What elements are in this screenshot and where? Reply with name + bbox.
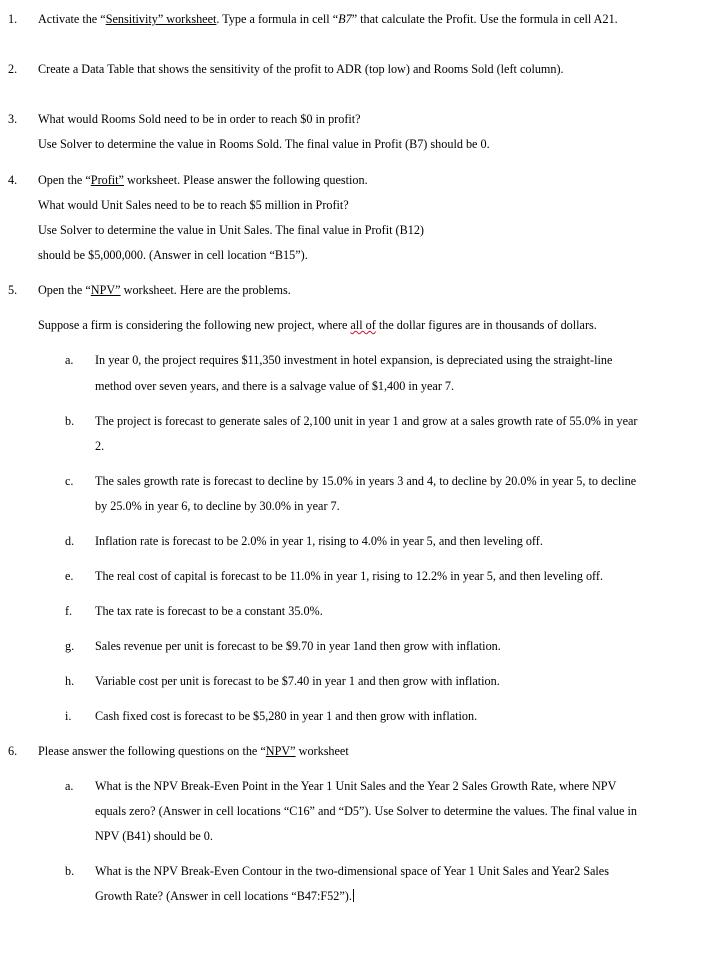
subitem-line: by 25.0% in year 6, to decline by 30.0% in year 7.	[95, 499, 340, 513]
subitem-letter: b.	[65, 864, 75, 878]
subitem-line: The tax rate is forecast to be a constant 35.0%.	[95, 604, 323, 618]
subitem-line: The sales growth rate is forecast to decline by 15.0% in years 3 and 4, to decline by 20.0% in year 5, to decline	[95, 474, 637, 488]
item-4-line: What would Unit Sales need to be to reach $5 million in Profit?	[38, 198, 349, 212]
subitem-letter: a.	[65, 779, 74, 793]
subitem-letter: i.	[65, 709, 72, 723]
subitem-line: The project is forecast to generate sales of 2,100 unit in year 1 and grow at a sales growth rate of 55.0% in year	[95, 414, 638, 428]
item-number: 1.	[8, 12, 18, 26]
subitem-line: The real cost of capital is forecast to be 11.0% in year 1, rising to 12.2% in year 5, and then leveling off.	[95, 569, 603, 583]
subitem-line: What is the NPV Break-Even Point in the Year 1 Unit Sales and the Year 2 Sales Growth Rate, where NPV	[95, 779, 617, 793]
item-6-text: Please answer the following questions on the “NPV” worksheet	[38, 744, 349, 758]
subitem-line: What is the NPV Break-Even Contour in the two-dimensional space of Year 1 Unit Sales and Year2 Sales	[95, 864, 609, 878]
subitem-line: method over seven years, and there is a salvage value of $1,400 in year 7.	[95, 379, 455, 393]
item-4-text: Open the “Profit” worksheet. Please answer the following question.	[38, 173, 368, 187]
item-5-intro: Suppose a firm is considering the following new project, where all of the dollar figures are in thousands of dollars.	[38, 318, 597, 332]
item-number: 4.	[8, 173, 18, 187]
item-3-line: Use Solver to determine the value in Rooms Sold. The final value in Profit (B7) should be 0.	[38, 137, 490, 151]
item-4-line: should be $5,000,000. (Answer in cell location “B15”).	[38, 248, 308, 262]
item-1-text: Activate the “Sensitivity” worksheet. Type a formula in cell “B7” that calculate the Profit. Use the formula in cell A21.	[38, 12, 618, 26]
subitem-line: Inflation rate is forecast to be 2.0% in year 1, rising to 4.0% in year 5, and then leveling off.	[95, 534, 543, 548]
subitem-letter: b.	[65, 414, 75, 428]
subitem-line: Variable cost per unit is forecast to be $7.40 in year 1 and then grow with inflation.	[95, 674, 500, 688]
subitem-line: 2.	[95, 439, 105, 453]
item-3-line: What would Rooms Sold need to be in order to reach $0 in profit?	[38, 112, 361, 126]
item-number: 5.	[8, 283, 18, 297]
subitem-letter: e.	[65, 569, 74, 583]
subitem-line: Cash fixed cost is forecast to be $5,280 in year 1 and then grow with inflation.	[95, 709, 478, 723]
subitem-line: NPV (B41) should be 0.	[95, 829, 213, 843]
subitem-letter: f.	[65, 604, 73, 618]
subitem-letter: d.	[65, 534, 75, 548]
subitem-line: Sales revenue per unit is forecast to be $9.70 in year 1and then grow with inflation.	[95, 639, 501, 653]
item-2-text: Create a Data Table that shows the sensitivity of the profit to ADR (top low) and Rooms Sold (left column).	[38, 62, 564, 76]
subitem-line: In year 0, the project requires $11,350 investment in hotel expansion, is depreciated using the straight-line	[95, 353, 613, 367]
subitem-letter: g.	[65, 639, 75, 653]
item-4-line: Use Solver to determine the value in Unit Sales. The final value in Profit (B12)	[38, 223, 424, 237]
item-5-text: Open the “NPV” worksheet. Here are the problems.	[38, 283, 291, 297]
subitem-letter: h.	[65, 674, 75, 688]
subitem-line: equals zero? (Answer in cell locations “C16” and “D5”). Use Solver to determine the values. The final value in	[95, 804, 637, 818]
subitem-letter: a.	[65, 353, 74, 367]
subitem-letter: c.	[65, 474, 74, 488]
subitem-line-last[interactable]: Growth Rate? (Answer in cell locations “B47:F52”).	[95, 889, 352, 903]
item-number: 3.	[8, 112, 18, 126]
item-number: 2.	[8, 62, 18, 76]
text-cursor	[353, 889, 354, 902]
item-number: 6.	[8, 744, 18, 758]
